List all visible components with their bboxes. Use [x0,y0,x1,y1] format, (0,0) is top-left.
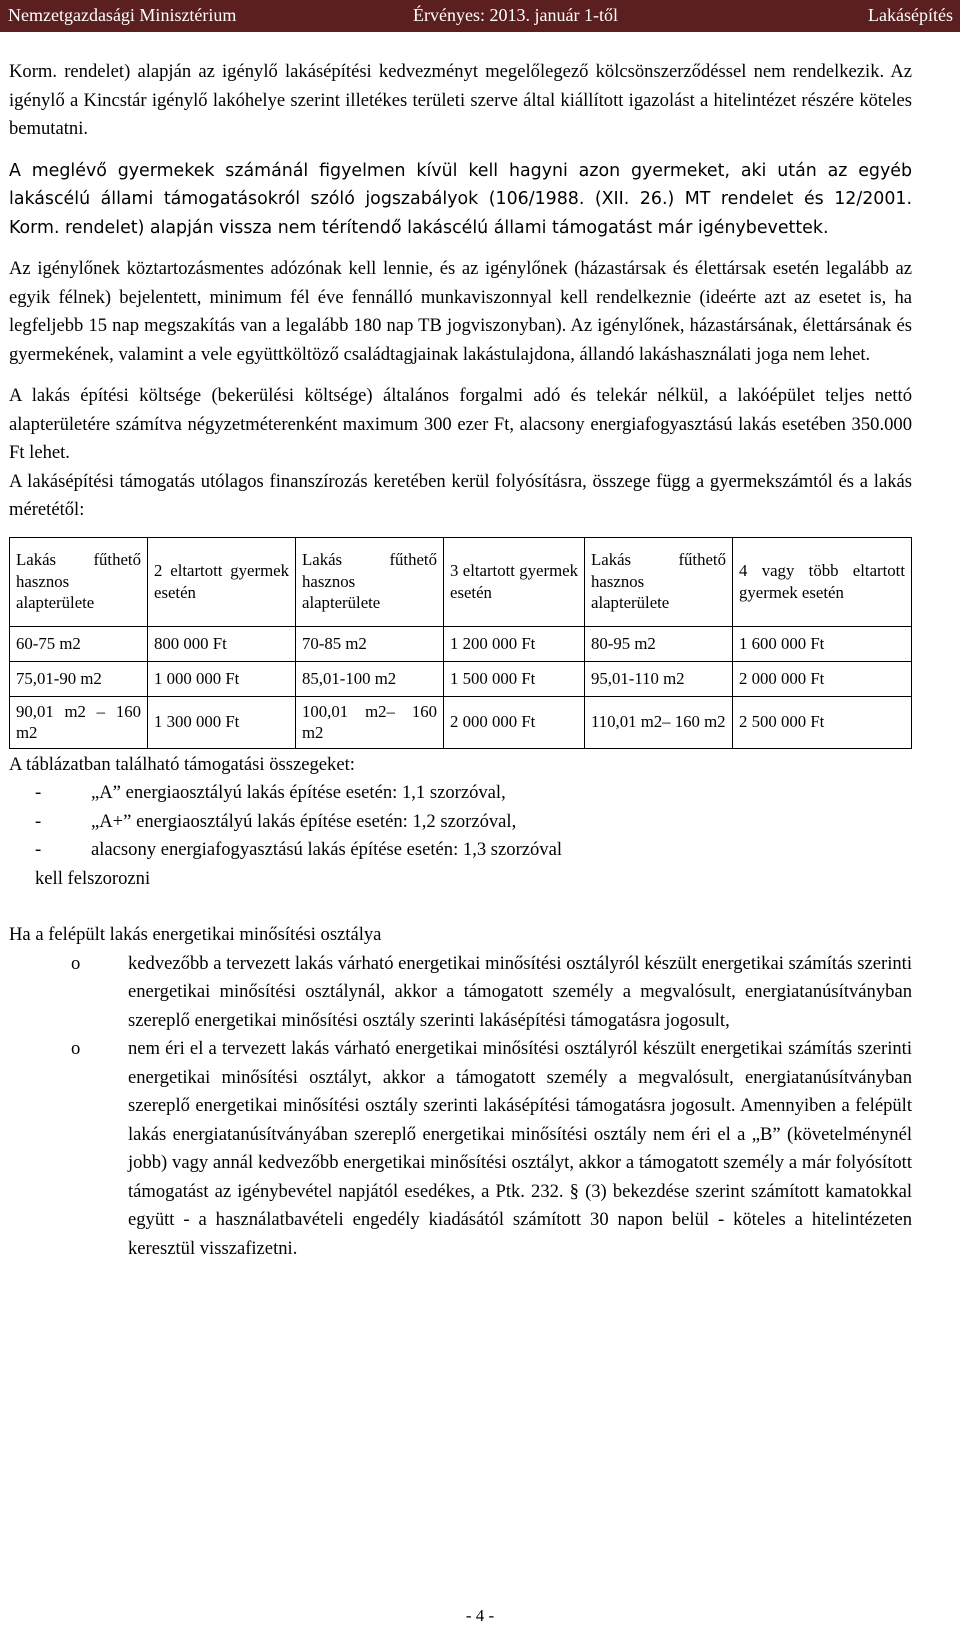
table-cell: 1 600 000 Ft [733,626,912,661]
table-cell: 2 000 000 Ft [733,661,912,696]
header-validity: Érvényes: 2013. január 1-től [413,5,618,25]
page-header [0,0,960,32]
document-body [9,58,912,1263]
table-cell: 100,01 m2– 160 m2 [296,696,444,748]
table-cell: 1 000 000 Ft [148,661,296,696]
circle-bullet-icon: o [71,1038,81,1059]
table-cell: 80-95 m2 [585,626,733,661]
table-header-cell: 4 vagy több eltartott gyermek esetén [733,537,912,626]
support-amount-table [9,537,912,749]
table-header-cell: Lakás fűthető hasznos alapterülete [296,537,444,626]
list-item-text: „A+” energiaosztályú lakás építése esetén: 1,2 szorzóval, [91,810,517,832]
table-cell: 2 500 000 Ft [733,696,912,748]
table-cell: 1 500 000 Ft [444,661,585,696]
table-cell: 800 000 Ft [148,626,296,661]
page-number: - 4 - [465,1606,495,1625]
multiplier-title: A táblázatban található támogatási összegeket: [9,753,355,775]
table-cell: 110,01 m2– 160 m2 [585,696,733,748]
header-ministry: Nemzetgazdasági Minisztérium [8,5,237,25]
list-item [9,779,912,808]
energy-class-title: Ha a felépült lakás energetikai minősítési osztálya [9,924,382,945]
paragraph-building-cost: A lakás építési költsége (bekerülési költsége) általános forgalmi adó és telekár nélkül, a lakóépület teljes nettó alapterületére számítva négyzetméterenként maximum 300 ezer Ft, alacsony energiafogyasztású lakás esetében 350.000 Ft lehet. [9,385,912,463]
table-cell: 90,01 m2 – 160 m2 [10,696,148,748]
multiplier-tail: kell felszorozni [35,867,151,889]
list-item [9,950,912,1036]
table-cell: 75,01-90 m2 [10,661,148,696]
table-header-cell: Lakás fűthető hasznos alapterülete [10,537,148,626]
table-row [10,661,912,696]
table-cell: 2 000 000 Ft [444,696,585,748]
table-header-cell: 3 eltartott gyermek esetén [444,537,585,626]
paragraph-existing-children: A meglévő gyermekek számánál figyelmen kívül kell hagyni azon gyermeket, aki után az egyéb lakáscélú állami támogatásokról szóló jogszabályok (106/1988. (XII. 26.) MT rendelet és 12/2001. Korm. rendelet) alapján vissza nem térítendő lakáscélú állami támogatást már igénybevettek. [9,160,912,238]
table-cell: 85,01-100 m2 [296,661,444,696]
circle-bullet-icon: o [71,952,81,974]
list-item [9,808,912,837]
list-item [9,1035,912,1263]
table-cell: 1 300 000 Ft [148,696,296,748]
table-cell: 95,01-110 m2 [585,661,733,696]
dash-marker: - [35,810,42,832]
list-item-text: alacsony energiafogyasztású lakás építése esetén: 1,3 szorzóval [91,839,563,860]
multiplier-list [9,779,912,865]
list-item-text: nem éri el a tervezett lakás várható energetikai minősítési osztályról készült energetikai számítás szerinti energetikai minősítési osztályt, akkor a támogatott személy a megvalósult, energiatanúsítványban szereplő energetikai minősítési osztály szerinti lakásépítési támogatásra jogosult. Amennyiben a felépült lakás energiatanúsítványában szereplő energetikai minősítési osztály nem éri el a „B” (követelménynél jobb) vagy annál kedvezőbb energetikai minősítési osztályt, akkor a támogatott személy a már folyósított támogatást az igénybevétel napjától esedékes, a Ptk. 232. § (3) bekezdése szerint számított kamatokkal együtt - a használatbavételi engedély kiadásától számított 30 napon belül - köteles a hitelintézeten keresztül visszafizetni. [128,1038,912,1259]
table-cell: 1 200 000 Ft [444,626,585,661]
table-cell: 60-75 m2 [10,626,148,661]
list-item-text: „A” energiaosztályú lakás építése esetén: 1,1 szorzóval, [91,782,506,803]
paragraph-eligibility: Az igénylőnek köztartozásmentes adózónak kell lennie, és az igénylőnek (házastársak és élettársak esetén legalább az egyik félnek) bejelentett, minimum fél éve fennálló munkaviszonnyal kell rendelkeznie (ideérte azt az esetet is, ha legfeljebb 15 nap megszakítás van a legalább 180 nap TB jogviszonyban). Az igénylőnek, házastársának, élettársának és gyermekének, valamint a vele együttköltöző családtagjainak lakástulajdona, állandó lakáshasználati joga nem lehet. [9,258,912,365]
list-item-text: kedvezőbb a tervezett lakás várható energetikai minősítési osztályról készült energetikai számítás szerinti energetikai minősítési osztálynál, akkor a támogatott személy a megvalósult, energiatanúsítványban szereplő energetikai minősítési osztály szerinti lakásépítési támogatásra jogosult, [128,952,912,1031]
table-row [10,626,912,661]
dash-marker: - [35,839,42,860]
table-header-row [10,537,912,626]
paragraph-certificate: Korm. rendelet) alapján az igénylő lakásépítési kedvezményt megelőlegező kölcsönszerződéssel nem rendelkezik. Az igénylő a Kincstár igénylő lakóhelye szerint illetékes területi szerve által kiállított igazolást a hitelintézet részére köteles bemutatni. [9,61,912,139]
list-item [9,836,912,865]
header-topic: Lakásépítés [868,5,953,25]
energy-class-list [9,950,912,1264]
table-row [10,696,912,748]
table-header-cell: Lakás fűthető hasznos alapterülete [585,537,733,626]
paragraph-financing: A lakásépítési támogatás utólagos finanszírozás keretében kerül folyósításra, összege függ a gyermekszámtól és a lakás méretétől: [9,470,912,520]
table-cell: 70-85 m2 [296,626,444,661]
table-header-cell: 2 eltartott gyermek esetén [148,537,296,626]
dash-marker: - [35,782,42,803]
